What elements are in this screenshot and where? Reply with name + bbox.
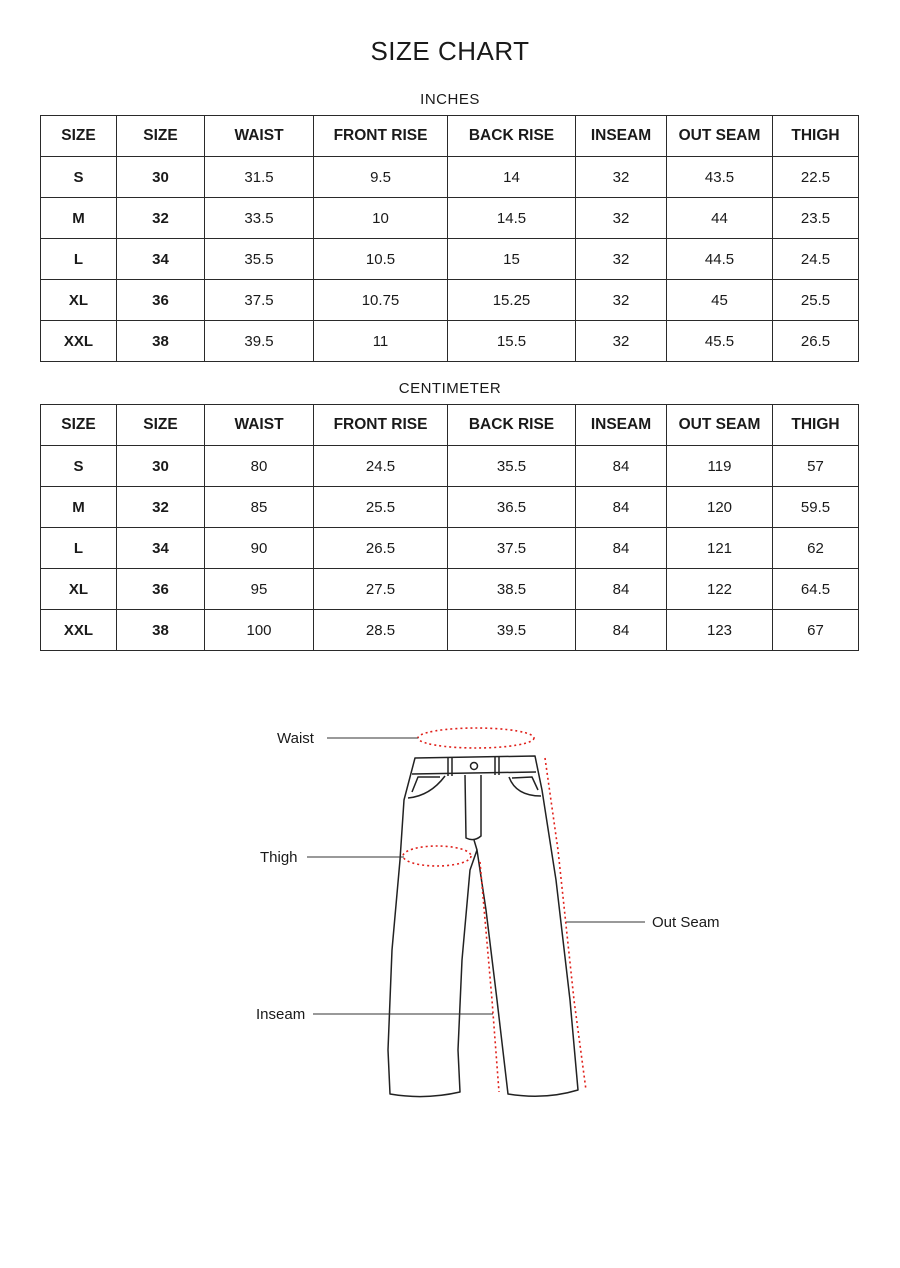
column-header: INSEAM <box>576 405 667 446</box>
waist-callout: Waist <box>277 730 314 747</box>
table-cell: XL <box>41 280 117 321</box>
centimeter-label: CENTIMETER <box>398 380 502 397</box>
table-cell: 28.5 <box>314 610 448 651</box>
table-cell: 45.5 <box>667 321 773 362</box>
table-cell: 90 <box>205 528 314 569</box>
table-cell: 36.5 <box>448 487 576 528</box>
table-cell: 84 <box>576 446 667 487</box>
waist-measure-icon <box>418 728 534 748</box>
table-cell: 14 <box>448 157 576 198</box>
table-cell: 25.5 <box>773 280 859 321</box>
table-cell: 32 <box>117 198 205 239</box>
table-cell: 14.5 <box>448 198 576 239</box>
table-cell: S <box>41 157 117 198</box>
table-cell: M <box>41 487 117 528</box>
table-cell: 10.75 <box>314 280 448 321</box>
table-cell: 36 <box>117 569 205 610</box>
table-cell: 30 <box>117 157 205 198</box>
table-cell: 80 <box>205 446 314 487</box>
table-cell: 85 <box>205 487 314 528</box>
table-cell: 10 <box>314 198 448 239</box>
table-cell: 38.5 <box>448 569 576 610</box>
table-cell: 84 <box>576 610 667 651</box>
thigh-callout: Thigh <box>260 849 298 866</box>
table-cell: 24.5 <box>773 239 859 280</box>
table-cell: 35.5 <box>205 239 314 280</box>
table-cell: 32 <box>576 239 667 280</box>
column-header: BACK RISE <box>448 116 576 157</box>
table-cell: 84 <box>576 528 667 569</box>
table-cell: 32 <box>576 198 667 239</box>
table-cell: 15 <box>448 239 576 280</box>
table-cell: 67 <box>773 610 859 651</box>
outseam-measure-icon <box>545 758 586 1090</box>
table-cell: 33.5 <box>205 198 314 239</box>
table-cell: 32 <box>576 321 667 362</box>
column-header: FRONT RISE <box>314 405 448 446</box>
inseam-callout: Inseam <box>256 1006 306 1023</box>
column-header: OUT SEAM <box>667 116 773 157</box>
table-cell: 30 <box>117 446 205 487</box>
table-cell: 22.5 <box>773 157 859 198</box>
table-cell: S <box>41 446 117 487</box>
table-cell: XL <box>41 569 117 610</box>
table-cell: 25.5 <box>314 487 448 528</box>
table-cell: 95 <box>205 569 314 610</box>
column-header: OUT SEAM <box>667 405 773 446</box>
table-cell: 27.5 <box>314 569 448 610</box>
table-cell: 15.5 <box>448 321 576 362</box>
table-cell: 37.5 <box>448 528 576 569</box>
table-cell: 26.5 <box>773 321 859 362</box>
column-header: SIZE <box>117 405 205 446</box>
table-cell: 84 <box>576 487 667 528</box>
column-header: BACK RISE <box>448 405 576 446</box>
table-cell: 37.5 <box>205 280 314 321</box>
table-cell: 32 <box>576 157 667 198</box>
table-cell: 35.5 <box>448 446 576 487</box>
jeans-outline-icon <box>388 756 578 1097</box>
table-cell: 44 <box>667 198 773 239</box>
table-cell: 119 <box>667 446 773 487</box>
inseam-measure-icon <box>480 862 499 1092</box>
table-cell: 57 <box>773 446 859 487</box>
table-cell: 121 <box>667 528 773 569</box>
table-cell: 26.5 <box>314 528 448 569</box>
column-header: INSEAM <box>576 116 667 157</box>
table-cell: L <box>41 239 117 280</box>
table-cell: 32 <box>576 280 667 321</box>
table-cell: L <box>41 528 117 569</box>
table-cell: 34 <box>117 239 205 280</box>
table-cell: 23.5 <box>773 198 859 239</box>
table-cell: 84 <box>576 569 667 610</box>
column-header: THIGH <box>773 405 859 446</box>
table-cell: 44.5 <box>667 239 773 280</box>
table-cell: 122 <box>667 569 773 610</box>
column-header: WAIST <box>205 405 314 446</box>
column-header: WAIST <box>205 116 314 157</box>
table-cell: 64.5 <box>773 569 859 610</box>
table-cell: 9.5 <box>314 157 448 198</box>
table-cell: 123 <box>667 610 773 651</box>
table-cell: 32 <box>117 487 205 528</box>
table-cell: 10.5 <box>314 239 448 280</box>
table-cell: 24.5 <box>314 446 448 487</box>
table-cell: 120 <box>667 487 773 528</box>
table-cell: 59.5 <box>773 487 859 528</box>
table-cell: 39.5 <box>205 321 314 362</box>
table-cell: 43.5 <box>667 157 773 198</box>
table-cell: 34 <box>117 528 205 569</box>
table-cell: XXL <box>41 610 117 651</box>
column-header: SIZE <box>117 116 205 157</box>
outseam-callout: Out Seam <box>652 914 720 931</box>
column-header: FRONT RISE <box>314 116 448 157</box>
table-cell: 38 <box>117 610 205 651</box>
table-cell: 45 <box>667 280 773 321</box>
table-cell: 31.5 <box>205 157 314 198</box>
column-header: THIGH <box>773 116 859 157</box>
inches-label: INCHES <box>420 91 480 108</box>
table-cell: 15.25 <box>448 280 576 321</box>
table-cell: 11 <box>314 321 448 362</box>
table-cell: M <box>41 198 117 239</box>
page-title: SIZE CHART <box>370 36 530 66</box>
table-cell: XXL <box>41 321 117 362</box>
table-cell: 100 <box>205 610 314 651</box>
table-cell: 38 <box>117 321 205 362</box>
table-cell: 39.5 <box>448 610 576 651</box>
table-cell: 62 <box>773 528 859 569</box>
column-header: SIZE <box>41 116 117 157</box>
thigh-measure-icon <box>403 846 471 866</box>
column-header: SIZE <box>41 405 117 446</box>
table-cell: 36 <box>117 280 205 321</box>
